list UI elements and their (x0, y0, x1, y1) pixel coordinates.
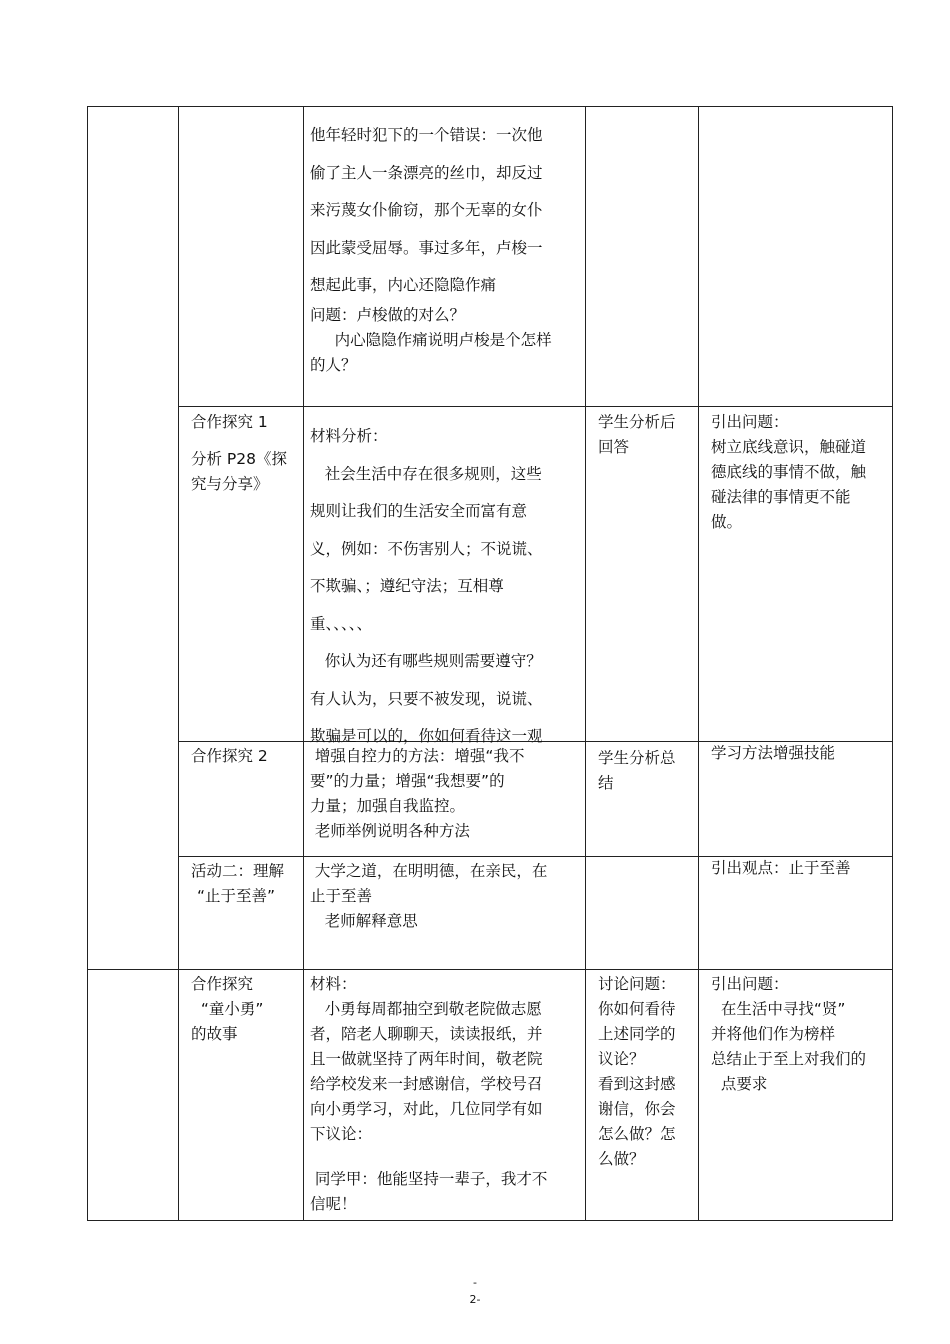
material-analysis (310, 418, 543, 756)
text-line: 德底线的事情不做，触 (711, 463, 867, 481)
rousseau-questions (310, 303, 552, 378)
great-learning-quote (310, 859, 547, 934)
text-line: 回答 (598, 438, 630, 456)
text-line: 碰法律的事情更不能 (711, 488, 851, 506)
text-line: 下议论： (310, 1125, 373, 1143)
row-divider-4 (87, 969, 893, 970)
design-intent-1 (711, 410, 866, 535)
text-line: 总结止于至上对我们的 (711, 1050, 867, 1068)
text-line: 要”的力量；增强“我想要”的 (310, 772, 505, 790)
self-control-methods (310, 744, 524, 844)
text-line: 且一做就坚持了两年时间，敬老院 (310, 1050, 543, 1068)
text-line: 怎么做？怎 (598, 1125, 676, 1143)
text-line: 在生活中寻找“贤” (711, 1000, 846, 1018)
text-line: “童小勇” (191, 1000, 264, 1018)
text-line: 老师举例说明各种方法 (310, 822, 470, 840)
text-line: 欺骗是可以的，你如何看待这一观 (310, 727, 543, 745)
text-line: “止于至善” (197, 887, 276, 905)
text-line: 分析 P28《探 (191, 450, 287, 468)
table-top-border (87, 106, 893, 107)
activity-title-2 (191, 744, 268, 769)
text-line: 重、、、、、 (310, 614, 373, 633)
text-line: 给学校发来一封感谢信，学校号召 (310, 1075, 543, 1093)
text-line: 合作探究 1 (191, 413, 268, 431)
text-line: 向小勇学习，对此，几位同学有如 (310, 1100, 543, 1118)
text-line: 并将他们作为榜样 (711, 1025, 836, 1043)
activity-title-1 (191, 410, 287, 497)
row-divider-1 (178, 406, 893, 407)
text-line: 他年轻时犯下的一个错误：一次他 (310, 126, 543, 144)
text-line: 同学甲：他能坚持一辈子，我才不 (310, 1170, 548, 1188)
text-line: 谢信，你会 (598, 1100, 676, 1118)
text-line: 学生分析总 (598, 749, 676, 767)
text-line: 材料分析： (310, 427, 388, 445)
discussion-questions (598, 972, 676, 1172)
text-line: 者，陪老人聊聊天，读读报纸，并 (310, 1025, 543, 1043)
text-line: 的人？ (310, 356, 357, 374)
text-line: 止于至善 (310, 887, 373, 905)
text-line: 学生分析后 (598, 413, 676, 431)
col-divider-4 (698, 106, 699, 1221)
text-line: 活动二：理解 (191, 862, 285, 880)
table-bottom-border (87, 1220, 893, 1221)
student-activity-2 (598, 746, 676, 796)
text-line: 树立底线意识，触碰道 (711, 438, 867, 456)
text-line: 内心隐隐作痛说明卢梭是个怎样 (310, 331, 552, 349)
text-line: 想起此事，内心还隐隐作痛 (310, 276, 497, 294)
text-line (310, 1147, 547, 1167)
text-line: 讨论问题： (598, 975, 676, 993)
student-activity-1 (598, 410, 676, 460)
text-line: 义，例如：不伤害别人；不说谎、 (310, 539, 543, 558)
text-line: 看到这封感 (598, 1075, 676, 1093)
text-line: 问题：卢梭做的对么？ (310, 306, 466, 324)
text-line: 的故事 (191, 1025, 238, 1043)
text-line: 引出观点：止于至善 (711, 859, 851, 877)
text-line: 有人认为，只要不被发现，说谎、 (310, 689, 543, 708)
rousseau-story-text (310, 117, 543, 305)
text-line: 力量；加强自我监控。 (310, 797, 466, 815)
text-line: 来污蔑女仆偷窃，那个无辜的女仆 (310, 201, 543, 219)
text-line: 引出问题： (711, 413, 789, 431)
text-line: 学习方法增强技能 (711, 744, 836, 762)
text-line (191, 435, 287, 447)
text-line: 合作探究 2 (191, 747, 268, 765)
design-intent-4 (711, 972, 866, 1097)
text-line: 究与分享》 (191, 475, 269, 493)
page-footer-dash: - (473, 1276, 477, 1289)
text-line: 老师解释意思 (310, 912, 418, 930)
text-line: 小勇每周都抽空到敬老院做志愿 (310, 1000, 542, 1018)
col-divider-3 (585, 106, 586, 1221)
text-line: 上述同学的 (598, 1025, 676, 1043)
col-divider-2 (303, 106, 304, 1221)
table-left-border (87, 106, 88, 1221)
text-line: 社会生活中存在很多规则，这些 (310, 464, 542, 483)
text-line: 你如何看待 (598, 1000, 676, 1018)
xiaoyong-story (310, 972, 547, 1217)
text-line: 引出问题： (711, 975, 789, 993)
text-line: 议论？ (598, 1050, 645, 1068)
text-line: 材料： (310, 975, 357, 993)
text-line: 大学之道，在明明德，在亲民，在 (310, 862, 548, 880)
text-line: 因此蒙受屈辱。事过多年，卢梭一 (310, 238, 543, 257)
text-line: 偷了主人一条漂亮的丝巾，却反过 (310, 163, 543, 182)
text-line: 规则让我们的生活安全而富有意 (310, 502, 528, 520)
text-line: 合作探究 (191, 975, 254, 993)
text-line: 信呢！ (310, 1195, 357, 1213)
text-line: 增强自控力的方法：增强“我不 (310, 747, 525, 765)
col-divider-1 (178, 106, 179, 1221)
text-line: 不欺骗、；遵纪守法；互相尊 (310, 577, 504, 595)
page-number: 2- (469, 1293, 481, 1306)
text-line: 么做？ (598, 1150, 645, 1168)
text-line: 结 (598, 774, 614, 792)
text-line: 你认为还有哪些规则需要遵守？ (310, 652, 542, 670)
text-line: 做。 (711, 513, 743, 531)
design-intent-2 (711, 741, 835, 766)
table-right-border (892, 106, 893, 1221)
activity-title-4 (191, 972, 263, 1047)
design-intent-3 (711, 856, 851, 881)
activity-title-3 (191, 859, 284, 909)
text-line: 点要求 (711, 1075, 768, 1093)
